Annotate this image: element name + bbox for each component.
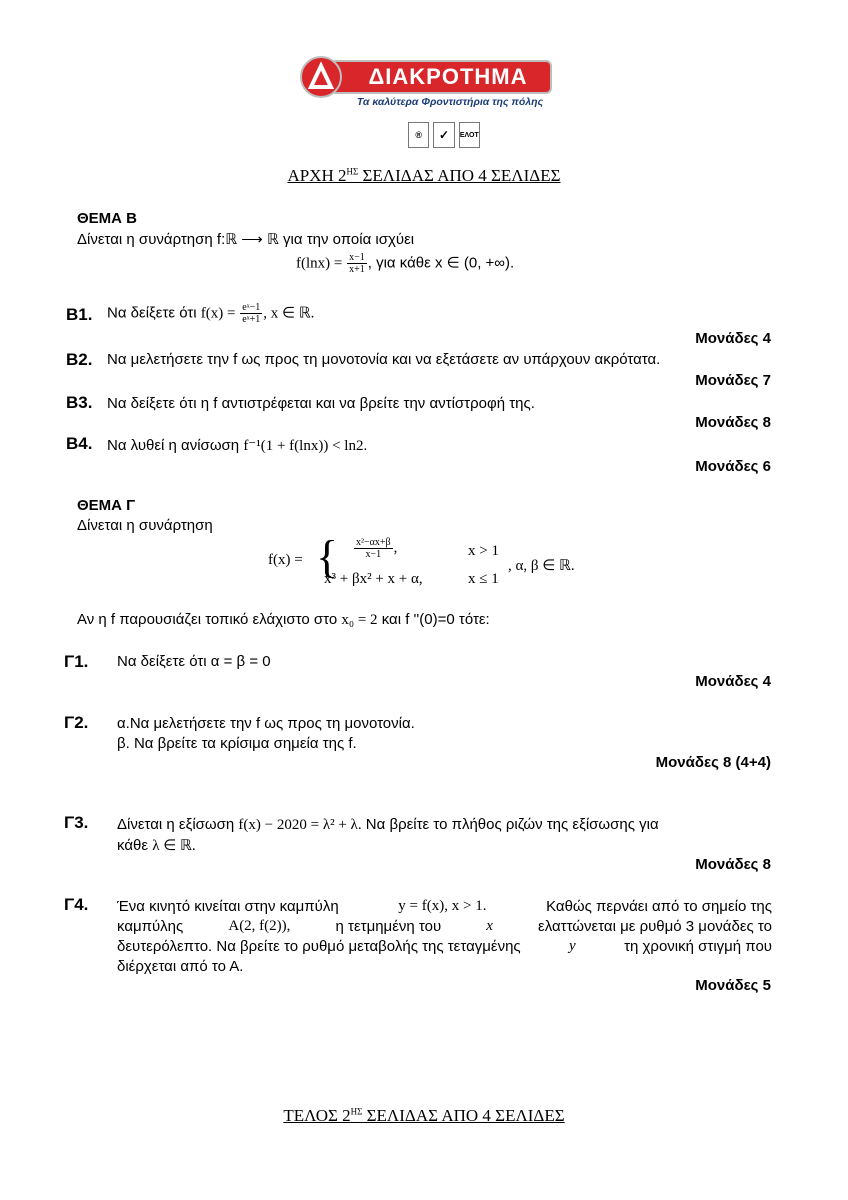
question-label-g1: Γ1. [64,652,89,671]
question-text-g1: Να δείξετε ότι α = β = 0 [117,653,271,670]
brand-logo [330,60,552,94]
brand-name: ΔΙΑΚΡΟΤΗΜΑ [368,64,528,89]
question-text-g4-line2: καμπύλης A(2, f(2)), η τετμημένη του x ελαττώνεται με ρυθμό 3 μονάδες το [117,918,772,935]
quality-cert-icon: ✓ [433,122,454,148]
question-label-b1: Β1. [66,305,93,324]
question-label-g2: Γ2. [64,713,89,732]
question-label-g4: Γ4. [64,895,89,914]
page-header: ΑΡΧΗ $2^{H\Sigma}$ ΣΕΛΙΔΑΣ ΑΠΟ 4 ΣΕΛΙΔΕΣ [287,166,561,185]
piecewise-cond-1: x > 1 [468,543,499,559]
question-text-g2b: β. Να βρείτε τα κρίσιμα σημεία της f. [117,735,357,752]
piecewise-fx: f(x) = [268,552,303,568]
question-label-b2: Β2. [66,350,93,369]
page-footer: ΤΕΛΟΣ $2^{H\Sigma}$ ΣΕΛΙΔΑΣ ΑΠΟ 4 ΣΕΛΙΔΕΣ [283,1106,565,1125]
points-g4: Μονάδες 5 [695,977,771,994]
registered-mark-icon: ® [408,122,429,148]
piecewise-case-1: $\frac{\text{x²−αx+β}}{x-1}$ , [356,537,398,560]
piecewise-case-2: x³ + βx² + x + α, [324,571,423,587]
question-text-g4-line1: Ένα κινητό κινείται στην καμπύλη y = f(x), x > 1. Καθώς περνάει από το σημείο της [117,898,772,915]
brand-emblem-icon [300,56,342,98]
piecewise-cond-2: x ≤ 1 [468,571,499,587]
question-label-g3: Γ3. [64,813,89,832]
points-b1: Μονάδες 4 [695,330,771,347]
elot-icon: ΕΛΟΤ [459,122,480,148]
piecewise-brace: { [316,531,339,582]
points-b2: Μονάδες 7 [695,372,771,389]
certification-badges [408,122,480,150]
section-b-intro: Δίνεται η συνάρτηση f:ℝ ⟶ ℝ για την οποία ισχύει [77,231,415,248]
question-label-b3: Β3. [66,393,93,412]
question-text-g2a: α.Να μελετήσετε την f ως προς τη μονοτονία. [117,715,415,732]
question-text-g3: Δίνεται η εξίσωση f(x) − 2020 = λ² + λ. Να βρείτε το πλήθος ριζών της εξίσωσης για [117,816,659,833]
points-g2: Μονάδες 8 (4+4) [655,754,771,771]
piecewise-params: , α, β ∈ ℝ. [508,558,575,574]
question-text-b3: Να δείξετε ότι η f αντιστρέφεται και να βρείτε την αντίστροφή της. [107,395,535,412]
question-text-b1: Να δείξετε ότι f(x) = $\frac{\text{eˣ−1}}{\text{eˣ+1}}$ , x ∈ ℝ. [107,302,315,325]
section-g-intro: Δίνεται η συνάρτηση [77,517,213,534]
question-text-g4-line3: δευτερόλεπτο. Να βρείτε το ρυθμό μεταβολής της τεταγμένης y τη χρονική στιγμή που [117,938,772,955]
points-g1: Μονάδες 4 [695,673,771,690]
section-b-formula: f(lnx) = $\frac{x-1}{x+1}$ , για κάθε x ∈ (0, +∞). [296,252,515,275]
section-title-g: ΘΕΜΑ Γ [77,497,136,514]
question-text-b4: Να λυθεί η ανίσωση f⁻¹(1 + f(lnx)) < ln2. [107,437,368,454]
points-b4: Μονάδες 6 [695,458,771,475]
question-text-b2: Να μελετήσετε την f ως προς τη μονοτονία και να εξετάσετε αν υπάρχουν ακρότατα. [107,351,661,368]
brand-tagline: Τα καλύτερα Φροντιστήρια της πόλης [356,96,544,108]
question-label-b4: Β4. [66,434,93,453]
section-g-condition: Αν η f παρουσιάζει τοπικό ελάχιστο στο x₀ = 2 και f ''(0)=0 τότε: [77,611,490,628]
section-title-b: ΘΕΜΑ Β [77,210,137,227]
points-g3: Μονάδες 8 [695,856,771,873]
question-text-g3-cont: κάθε λ ∈ ℝ. [117,837,196,854]
question-text-g4-line4: διέρχεται από το Α. [117,958,244,975]
points-b3: Μονάδες 8 [695,414,771,431]
